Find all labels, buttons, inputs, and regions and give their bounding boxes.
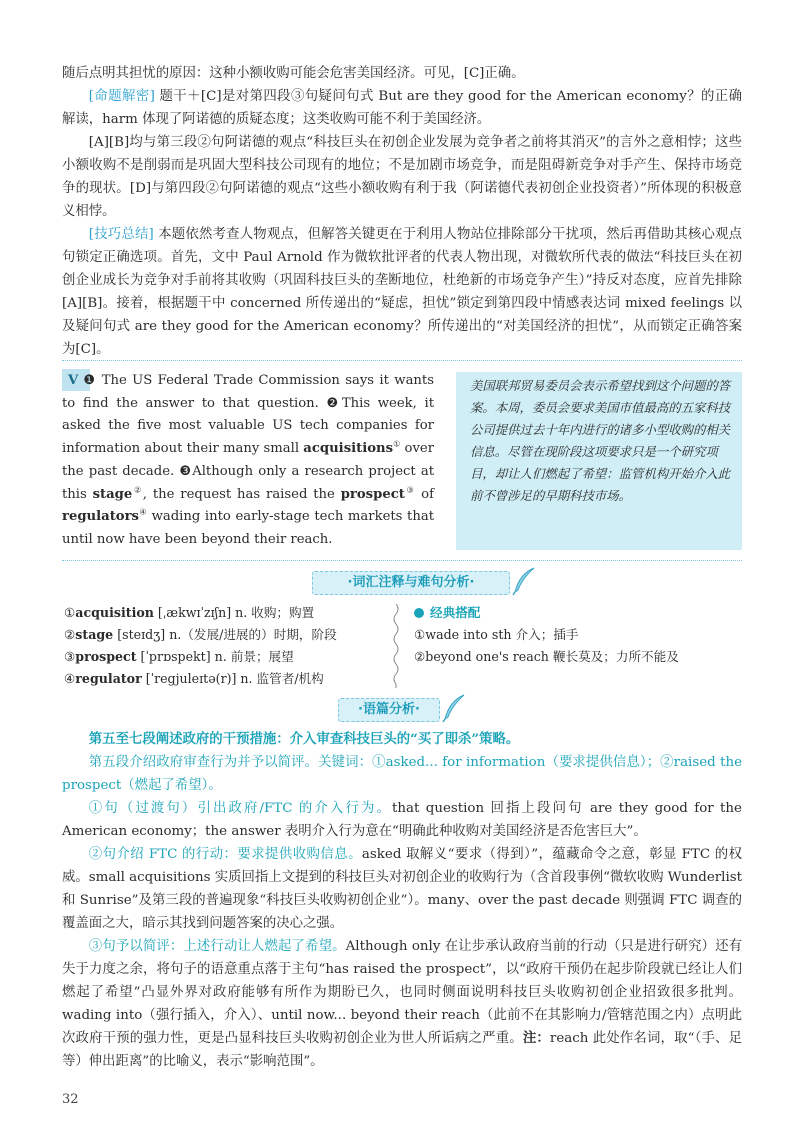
analysis-subheading: 第五段介绍政府审查行为并予以简评。关键词：①asked... for information（要求提供信息）；②raised the prospect（燃起了希望）。 [62, 755, 742, 793]
text-paragraph: [命题解密] 题干＋[C]是对第四段③句疑问句式 But are they good for the American economy？的正确解读，harm 体现了阿诺德的质疑态度；这类收购可能不利于美国经济。 [62, 89, 742, 127]
translation-text: 美国联邦贸易委员会表示希望找到这个问题的答案。本周，委员会要求美国市值最高的五家科技公司提供过去十年内进行的诸多小型收购的相关信息。尽管在现阶段这项要求只是一个研究项目，却让人们燃起了希望：监管机构开始介入此前不曾涉足的早期科技市场。 [470, 378, 731, 503]
sentence-number: ❶ [82, 373, 97, 388]
wavy-divider [391, 604, 401, 688]
vocab-word: prospect [340, 486, 405, 502]
sentence-number: ❸ [179, 463, 193, 479]
vocab-word: stage [92, 486, 133, 502]
vocab-entry: ④regulator [ˈregjuleɪtə(r)] n. 监管者/机构 [64, 671, 324, 686]
vocab-entry: ②stage [steɪdʒ] n.（发展/进展的）时期，阶段 [64, 627, 337, 642]
quill-icon [510, 566, 536, 596]
page-number: 32 [62, 1092, 79, 1107]
analysis-heading: 第五至七段阐述政府的干预措施：介入审查科技巨头的“买了即杀”策略。 [88, 731, 520, 747]
text-paragraph: 随后点明其担忧的原因：这种小额收购可能会危害美国经济。可见，[C]正确。 [62, 66, 525, 81]
text-paragraph: [技巧总结] 本题依然考查人物观点，但解答关键更在于利用人物站位排除部分干扰项，然后再借助其核心观点句锁定正确选项。首先，文中 Paul Arnold 作为微软批评者的代表人物出现，对微软所代表的做法“科技巨头在初创企业成长为竞争对手前将其收购（巩固科技巨头的垄断地位，杜绝新的市场竞争产生）”持反对态度，应首先排除[A][B]。接着，根据题干中 concerned 所传递出的“疑虑，担忧”锁定到第四段中情感表达词 mixed feelings 以及疑问句式 are they good for the American economy？所传递出的“对美国经济的担忧”，从而锁定正确答案为[C]。 [62, 227, 742, 357]
bullet-icon [414, 608, 424, 618]
vocab-word: regulators [62, 509, 139, 525]
analysis-paragraph: ①句（过渡句）引出政府/FTC 的介入行为。that question 回指上段问句 are they good for the American economy；the answer 表明介入行为意在“明确此种收购对美国经济是否危害巨大”。 [62, 801, 742, 839]
text-paragraph: [A][B]均与第三段②句阿诺德的观点“科技巨头在初创企业发展为竞争者之前将其消灭”的言外之意相悖；这些小额收购不是削弱而是巩固大型科技公司现有的地位；不是加剧市场竞争，而是阻碍新竞争对手产生、保持市场竞争的现状。[D]与第四段②句阿诺德的观点“这些小额收购有利于我（阿诺德代表初创企业投资者）”所体现的积极意义相悖。 [62, 135, 742, 219]
collocation-item: ①wade into sth 介入；插手 [414, 627, 579, 642]
vocab-entry: ①acquisition [ˌækwɪˈzɪʃn] n. 收购；购置 [64, 605, 315, 620]
collocation-list [414, 602, 744, 668]
section-tag: [技巧总结] [88, 227, 154, 242]
paragraph-marker: V [68, 373, 79, 388]
analysis-paragraph: ②句介绍 FTC 的行动：要求提供收购信息。asked 取解义“要求（得到）”，蕴藏命令之意，彰显 FTC 的权威。small acquisitions 实质回指上文提到的科技巨头对初创企业的收购行为（含首段事例“微软收购 Wunderlist 和 Sunrise”及第三段的普遍现象“科技巨头收购初创企业”）。many、over the past decade 则强调 FTC 调查的覆盖面之大，暗示其找到问题答案的决心之强。 [62, 847, 742, 931]
analysis-paragraph: ③句予以简评：上述行动让人燃起了希望。Although only 在让步承认政府当前的行动（只是进行研究）还有失于力度之余，将句子的语意重点落于主句“has raised the prospect”，以“政府干预仍在起步阶段就已经让人们燃起了希望”凸显外界对政府能够有所作为期盼已久，也同时侧面说明科技巨头收购初创企业招致很多批判。wading into（强行插入，介入）、until now... beyond their reach（此前不在其影响力/管辖范围之内）点明此次政府干预的强力性，更是凸显科技巨头收购初创企业为世人所诟病之严重。注：reach 此处作名词，取“（手、足等）伸出距离”的比喻义，表示“影响范围”。 [62, 939, 743, 1069]
dotted-divider [62, 360, 742, 361]
section-tag: [命题解密] [88, 89, 155, 104]
quill-icon [440, 693, 466, 723]
vocab-list [64, 602, 384, 690]
collocation-item: ②beyond one's reach 鞭长莫及；力所不能及 [414, 649, 679, 664]
english-passage: V ❶ The US Federal Trade Commission says it wants to find the answer to that question. ❷This week, it asked the five most valuable US tech companies for information about their many small acquisitions① over the past decade. ❸Although only a research project at this stage②, the request has raised the prospect③ of regulators④ wading into early-stage tech markets that until now have been beyond their reach. [62, 373, 435, 547]
vocab-entry: ③prospect [ˈprɒspekt] n. 前景；展望 [64, 649, 294, 664]
vocab-word: acquisitions [303, 441, 394, 457]
sentence-number: ❷ [326, 395, 342, 411]
vocab-section-banner: ·词汇注释与难句分析· [312, 571, 510, 595]
analysis-section-banner: ·语篇分析· [338, 698, 440, 722]
dotted-divider [62, 560, 742, 561]
collocation-title: 经典搭配 [414, 602, 744, 624]
